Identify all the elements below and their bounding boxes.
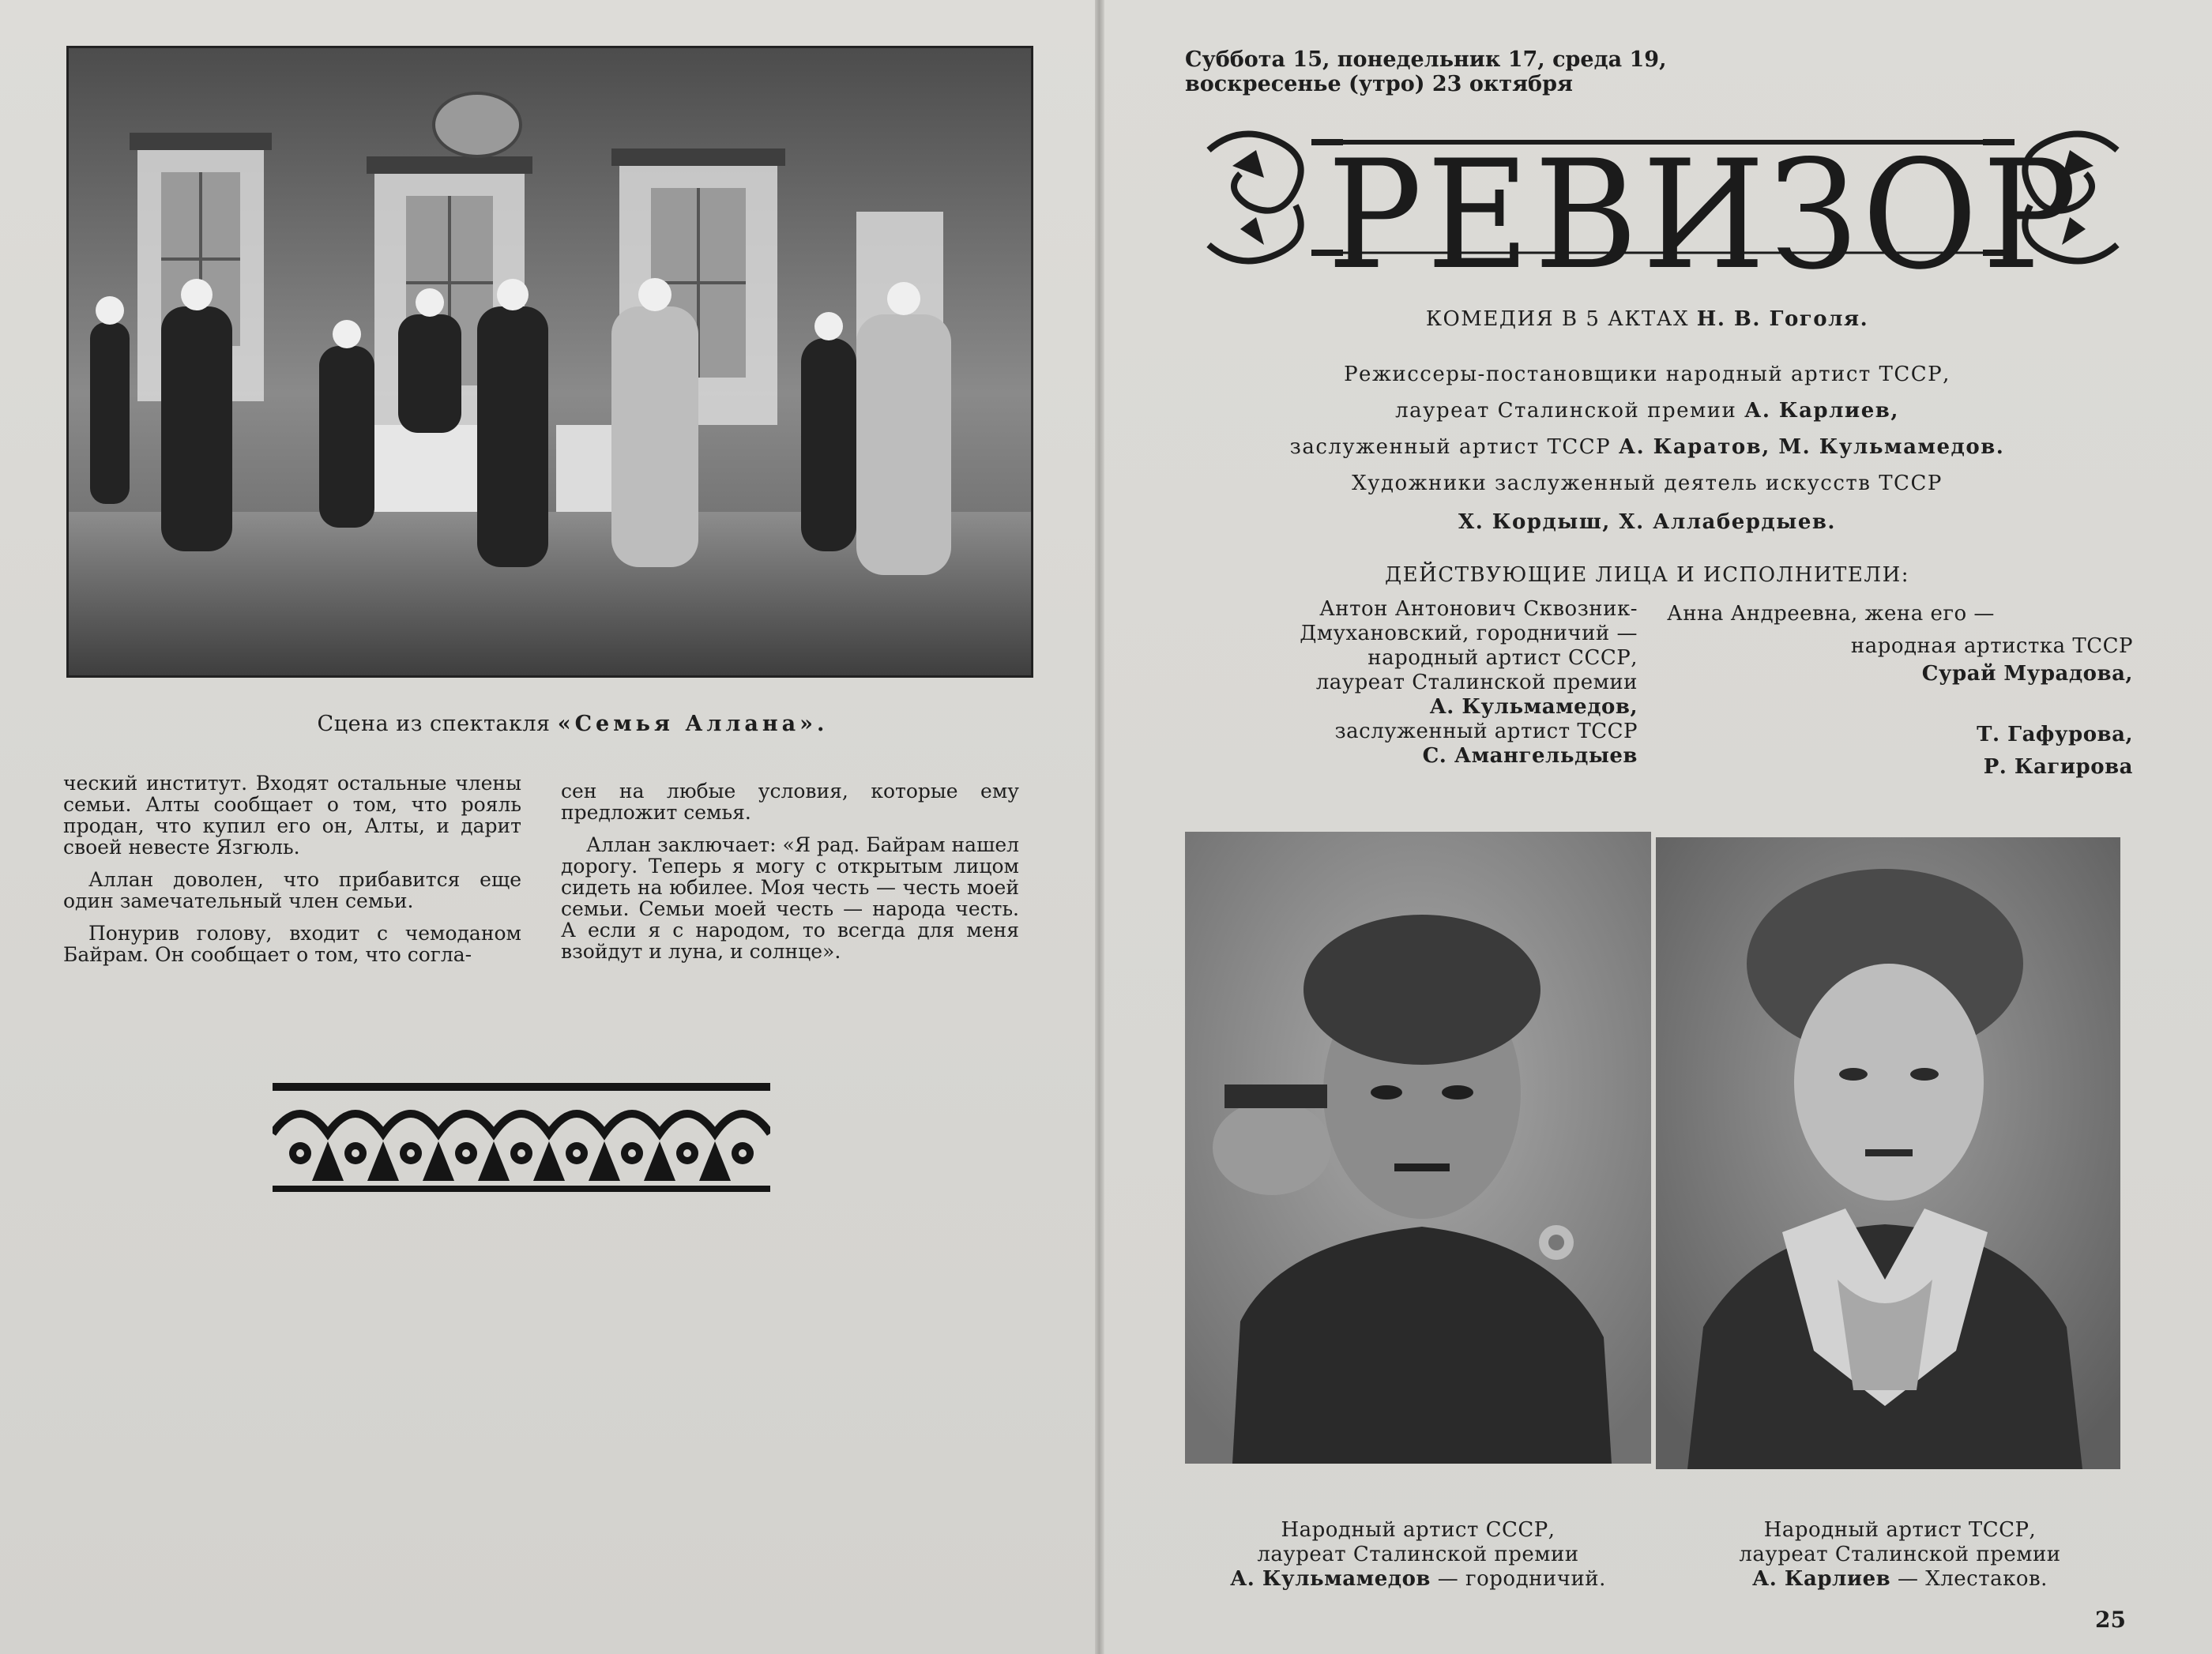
credits-line-3-text: заслуженный артист ТССР — [1289, 435, 1612, 459]
caption-actor: А. Кульмамедов — [1230, 1567, 1431, 1591]
paragraph: Аллан заключает: «Я рад. Байрам нашел дорогу. Теперь я могу с открытым лицом сидеть на юбилее. Моя честь — честь моей семьи. Семьи моей честь — народа честь. А если я с народом, то всегда для меня взойдут и луна, и солнце». — [561, 833, 1019, 963]
cast-actor: Т. Гафурова, — [1977, 723, 2133, 746]
caption-role: — Хлестаков. — [1898, 1567, 2048, 1591]
caption-title: Народный артист СССР, — [1281, 1518, 1556, 1542]
performance-dates — [1185, 47, 1754, 96]
dates-line-2: воскресенье (утро) 23 октября — [1185, 72, 1573, 96]
credits-line-2-name: А. Карлиев, — [1744, 399, 1899, 423]
subtitle-author: Н. В. Гоголя. — [1696, 307, 1869, 331]
play-subtitle — [1161, 306, 2133, 332]
cast-actor: Р. Кагирова — [1983, 755, 2133, 779]
credits-line-1: Режиссеры-постановщики народный артист ТССР, — [1344, 363, 1951, 386]
book-gutter — [1095, 0, 1104, 1654]
cast-actor: А. Кульмамедов, — [1429, 695, 1638, 719]
cast-role: Дмухановский, городничий — — [1300, 622, 1638, 645]
cast-title: народная артистка ТССР — [1850, 634, 2133, 658]
caption-title: лауреат Сталинской премии — [1257, 1543, 1579, 1566]
play-title: РЕВИЗОР — [1327, 128, 2082, 303]
page-number: 25 — [2095, 1607, 2126, 1633]
caption-actor-role — [1667, 1567, 2133, 1592]
cast-role: Анна Андреевна, жена его — — [1667, 602, 1995, 626]
credits-line-5: Х. Кордыш, Х. Аллабердыев. — [1458, 510, 1836, 534]
cast-title: лауреат Сталинской премии — [1315, 671, 1638, 694]
caption-play-title: «Семья Аллана». — [557, 712, 829, 736]
portrait-caption-left — [1185, 1518, 1651, 1592]
ornament-border — [273, 1078, 770, 1197]
dates-line-1: Суббота 15, понедельник 17, среда 19, — [1185, 47, 1667, 72]
cast-actor: Сурай Мурадова, — [1921, 662, 2133, 686]
credits-line-4: Художники заслуженный деятель искусств ТССР — [1352, 472, 1943, 495]
portrait-caption-right — [1667, 1518, 2133, 1592]
cast-entry-gorodnichiy — [1179, 597, 1638, 769]
caption-title: Народный артист ТССР, — [1763, 1518, 2037, 1542]
scene-photo — [66, 46, 1033, 678]
article-column-left — [63, 772, 521, 965]
caption-role: — городничий. — [1437, 1567, 1606, 1591]
left-page — [0, 0, 1095, 1654]
paragraph: ческий институт. Входят остальные члены семьи. Алты сообщает о том, что рояль продан, что купил его он, Алты, и дарит своей невесте Язгюль. — [63, 772, 521, 859]
paragraph: Понурив голову, входит с чемоданом Байрам. Он сообщает о том, что согла- — [63, 922, 521, 966]
portrait-karliev — [1656, 837, 2120, 1469]
article-column-right — [561, 780, 1019, 962]
credits-line-2 — [1161, 398, 2133, 423]
credits-line-2-text: лауреат Сталинской премии — [1395, 399, 1737, 423]
portrait-kulmamedov — [1185, 832, 1651, 1464]
cast-title: народный артист СССР, — [1367, 646, 1638, 670]
paragraph: сен на любые условия, которые ему предложит семья. — [561, 780, 1019, 824]
cast-role: Антон Антонович Сквозник- — [1319, 597, 1638, 621]
paragraph: Аллан доволен, что прибавится еще один замечательный член семьи. — [63, 868, 521, 912]
cast-entry-anna — [1667, 602, 2133, 780]
caption-actor-role — [1185, 1567, 1651, 1592]
cast-heading: ДЕЙСТВУЮЩИЕ ЛИЦА И ИСПОЛНИТЕЛИ: — [1384, 563, 1910, 587]
scene-photo-caption — [237, 711, 908, 737]
credits-line-3 — [1161, 434, 2133, 460]
caption-title: лауреат Сталинской премии — [1739, 1543, 2061, 1566]
cast-title: заслуженный артист ТССР — [1334, 720, 1638, 743]
credits-line-3-names: А. Каратов, М. Кульмамедов. — [1618, 435, 2005, 459]
caption-actor: А. Карлиев — [1752, 1567, 1891, 1591]
subtitle-text: КОМЕДИЯ В 5 АКТАХ — [1425, 307, 1689, 331]
caption-prefix: Сцена из спектакля — [317, 712, 551, 736]
cast-actor: С. Амангельдыев — [1422, 744, 1638, 768]
